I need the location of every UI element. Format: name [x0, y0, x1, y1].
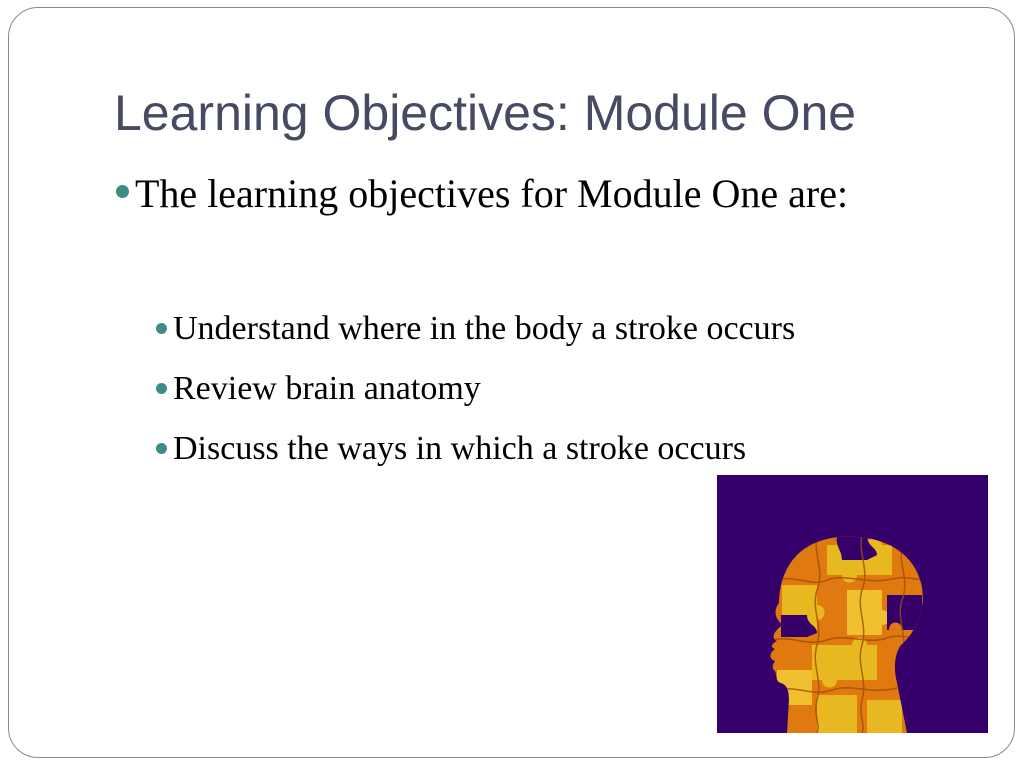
- objective-text: Understand where in the body a stroke occurs: [173, 310, 796, 347]
- objective-item: [156, 370, 481, 408]
- bullet-dot-icon: [156, 443, 167, 454]
- objective-text: Discuss the ways in which a stroke occurs: [173, 430, 747, 467]
- bullet-dot-icon: [156, 323, 167, 334]
- bullet-dot-icon: [156, 383, 167, 394]
- objective-item: [156, 310, 795, 348]
- intro-bullet-text: The learning objectives for Module One are:: [135, 171, 849, 216]
- objective-text: Review brain anatomy: [173, 370, 481, 407]
- slide-title: Learning Objectives: Module One: [114, 85, 857, 141]
- puzzle-head-icon: [717, 475, 988, 733]
- intro-bullet: [116, 170, 848, 217]
- bullet-dot-icon: [116, 185, 129, 198]
- objective-item: [156, 430, 746, 468]
- puzzle-head-image: [717, 475, 988, 733]
